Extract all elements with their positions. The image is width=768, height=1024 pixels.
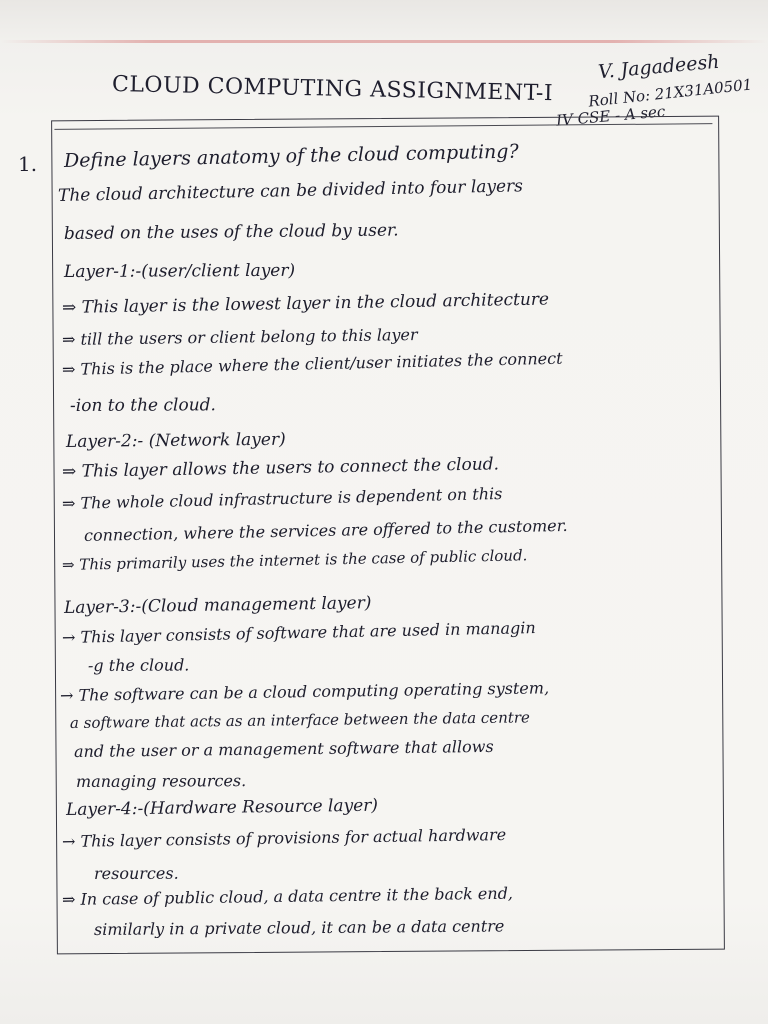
class-section: IV CSE - A sec (555, 102, 666, 130)
answer-line: ⇒ This primarily uses the internet is the case of public cloud. (61, 546, 528, 574)
layer-heading: Layer-4:-(Hardware Resource layer) (65, 795, 379, 820)
layer-heading: Layer-3:-(Cloud management layer) (63, 593, 372, 618)
answer-line: ⇒ This is the place where the client/user initiates the connect (61, 348, 563, 379)
answer-line: similarly in a private cloud, it can be a data centre (93, 916, 505, 939)
answer-line: → The software can be a cloud computing operating system, (59, 678, 550, 705)
answer-line: ⇒ This layer is the lowest layer in the cloud architecture (61, 289, 550, 318)
assignment-title: CLOUD COMPUTING ASSIGNMENT-I (111, 72, 554, 107)
answer-line: a software that acts as an interface between the data centre (69, 708, 530, 732)
answer-line: → This layer consists of software that are used in managin (61, 618, 536, 647)
layer-heading: Layer-1:-(user/client layer) (63, 260, 296, 282)
roll-number: Roll No: 21X31A0501 (587, 75, 754, 111)
answer-line: ⇒ till the users or client belong to this layer (61, 325, 418, 349)
answer-line: ⇒ The whole cloud infrastructure is dependent on this (61, 484, 503, 513)
answer-line: based on the uses of the cloud by user. (63, 220, 399, 244)
answer-line: connection, where the services are offered to the customer. (83, 515, 568, 545)
answer-line: -g the cloud. (87, 655, 190, 675)
student-name: V. Jagadeesh (597, 50, 721, 84)
answer-line: -ion to the cloud. (69, 395, 216, 416)
answer-line: managing resources. (75, 771, 247, 791)
answer-line: → This layer consists of provisions for actual hardware (61, 825, 507, 851)
answer-line: resources. (93, 863, 179, 883)
layer-heading: Layer-2:- (Network layer) (65, 429, 286, 452)
question-number: 1. (18, 152, 38, 176)
answer-line: and the user or a management software that allows (73, 736, 494, 761)
question-text: Define layers anatomy of the cloud computing? (63, 140, 519, 172)
answer-line: ⇒ In case of public cloud, a data centre it the back end, (61, 883, 514, 909)
answer-line: ⇒ This layer allows the users to connect the cloud. (61, 454, 500, 482)
answer-line: The cloud architecture can be divided into four layers (57, 176, 524, 206)
